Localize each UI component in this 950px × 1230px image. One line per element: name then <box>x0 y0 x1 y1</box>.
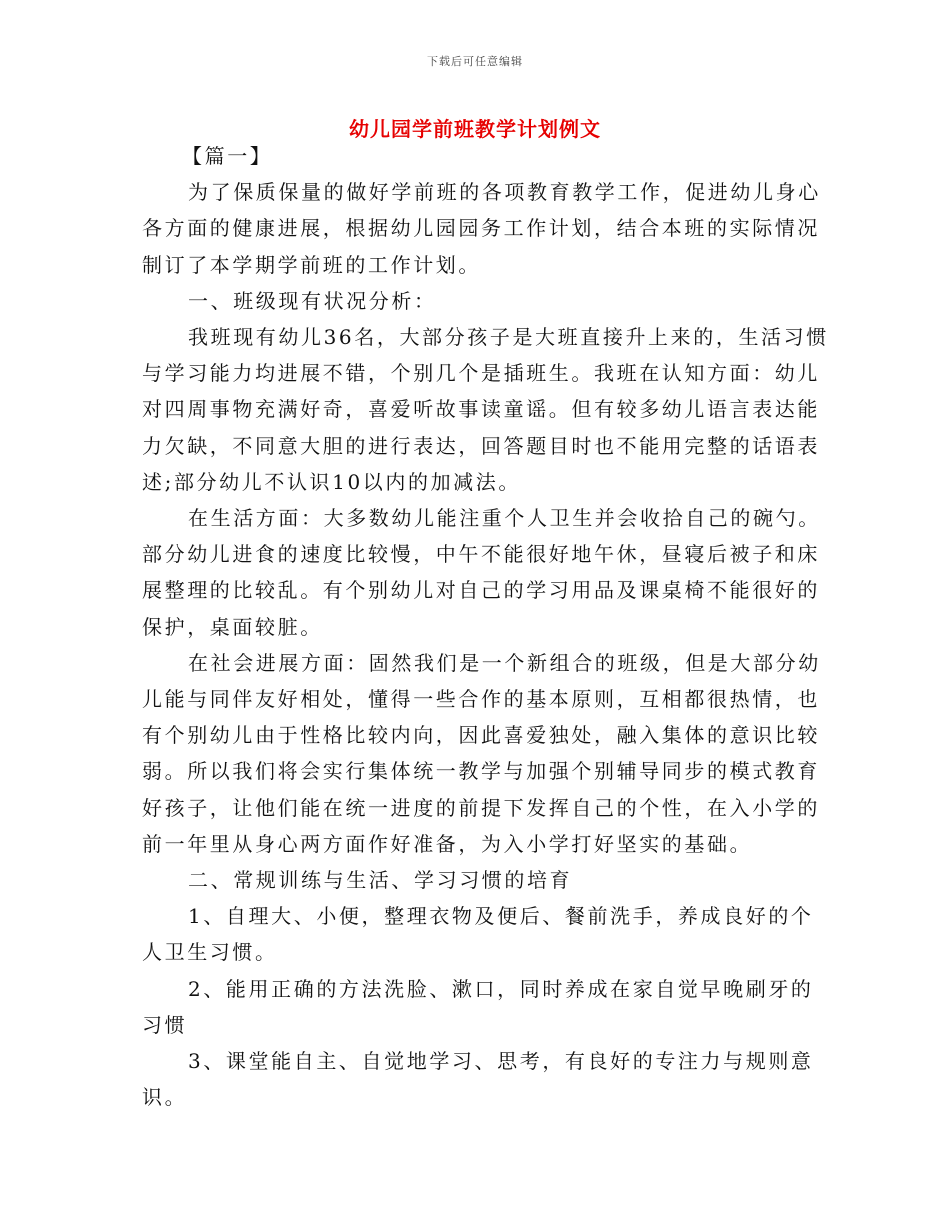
paragraph-cognition: 我班现有幼儿36名，大部分孩子是大班直接升上来的，生活习惯与学习能力均进展不错，个别几个是插班生。我班在认知方面：幼儿对四周事物充满好奇，喜爱听故事读童谣。但有较多幼儿语言表达能力欠缺，不同意大胆的进行表达，回答题目时也不能用完整的话语表述;部分幼儿不认识10以内的加减法。 <box>142 325 829 494</box>
paragraph-social: 在社会进展方面：固然我们是一个新组合的班级，但是大部分幼儿能与同伴友好相处，懂得一些合作的基本原则，互相都很热情，也有个别幼儿由于性格比较内向，因此喜爱独处，融入集体的意识比较弱。所以我们将会实行集体统一教学与加强个别辅导同步的模式教育好孩子，让他们能在统一进度的前提下发挥自己的个性，在入小学的前一年里从身心两方面作好准备，为入小学打好坚实的基础。 <box>142 650 821 856</box>
document-title: 幼儿园学前班教学计划例文 <box>349 117 601 141</box>
paragraph-intro: 为了保质保量的做好学前班的各项教育教学工作，促进幼儿身心各方面的健康进展，根据幼儿园园务工作计划，结合本班的实际情况制订了本学期学前班的工作计划。 <box>142 180 821 277</box>
list-item-1: 1、自理大、小便，整理衣物及便后、餐前洗手，养成良好的个人卫生习惯。 <box>142 904 814 965</box>
heading-class-status: 一、班级现有状况分析： <box>188 288 437 313</box>
heading-routine-training: 二、常规训练与生活、学习习惯的培育 <box>188 868 573 893</box>
list-item-2: 2、能用正确的方法洗脸、漱口，同时养成在家自觉早晚刷牙的习惯 <box>142 976 814 1037</box>
list-item-3: 3、课堂能自主、自觉地学习、思考，有良好的专注力与规则意识。 <box>142 1049 814 1110</box>
page-header-note: 下载后可任意编辑 <box>427 55 523 68</box>
paragraph-life: 在生活方面：大多数幼儿能注重个人卫生并会收拾自己的碗勺。部分幼儿进食的速度比较慢，中午不能很好地午休，昼寝后被子和床展整理的比较乱。有个别幼儿对自己的学习用品及课桌椅不能很好的保护，桌面较脏。 <box>142 506 821 639</box>
document-body <box>142 138 832 1115</box>
section-label: 【篇一】 <box>182 144 273 168</box>
